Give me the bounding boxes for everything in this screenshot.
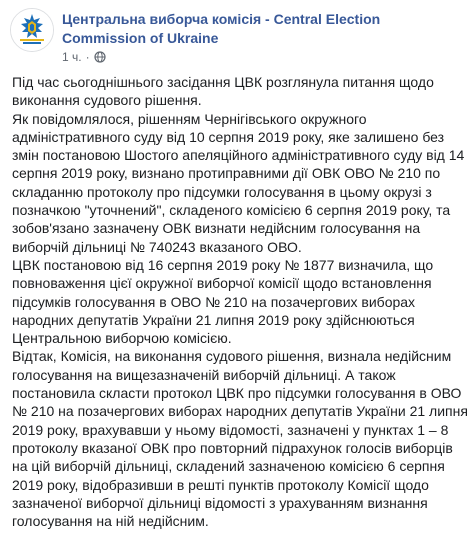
post-timestamp[interactable]: 1 ч. xyxy=(62,50,82,64)
post-paragraph: Як повідомлялося, рішенням Чернігівського окружного адміністративного суду від 10 серпня 2019 року, яке залишено без змін постановою Шостого апеляційного адміністративного суду від 14 серпня 2019 року, визнано протиправними дії ОВК ОВО № 210 по складанню протоколу про підсумки голосування в цьому окрузі з позначкою "уточнений", складеного комісією 6 серпня 2019 року, та зобов'язано зазначену ОВК визнати недійсним голосування на виборчій дільниці № 740243 вказаного ОВО. xyxy=(12,110,465,255)
post-text xyxy=(12,73,468,530)
globe-icon[interactable] xyxy=(94,51,106,63)
post-paragraph: Відтак, Комісія, на виконання судового рішення, визнала недійсним голосування на вищезазначеній виборчій дільниці. А також постановила скласти протокол ЦВК про підсумки голосування в ОВО № 210 на позачергових виборах народних депутатів України 21 липня 2019 року, врахувавши у ньому відомості, зазначені у пунктах 1 – 8 протоколу вказаної ОВК про повторний підрахунок голосів виборців на цій виборчій дільниці, складений зазначеною комісією 6 серпня 2019 року, відобразивши в решті пунктів протоколу Комісії щодо зазначеної виборчої дільниці відомості з урахуванням визнання голосування на ній недійсним. xyxy=(12,348,468,530)
post-paragraph: ЦВК постановою від 16 серпня 2019 року № 1877 визначила, що повноваження цієї окружної виборчої комісії щодо встановлення підсумків голосування в ОВО № 210 на позачергових виборах народних депутатів України 21 липня 2019 року здійснюються Центральною виборчою комісією. xyxy=(12,256,434,347)
post-paragraph: Під час сьогоднішнього засідання ЦВК розглянула питання щодо виконання судового рішення. xyxy=(12,74,434,109)
post-header xyxy=(0,0,476,68)
cec-emblem-logo xyxy=(11,9,53,51)
page-avatar[interactable] xyxy=(10,8,54,52)
page-name-link[interactable]: Центральна виборча комісія - Central Election Commission of Ukraine xyxy=(62,11,381,46)
meta-separator: · xyxy=(85,50,90,64)
post-meta xyxy=(62,50,106,64)
